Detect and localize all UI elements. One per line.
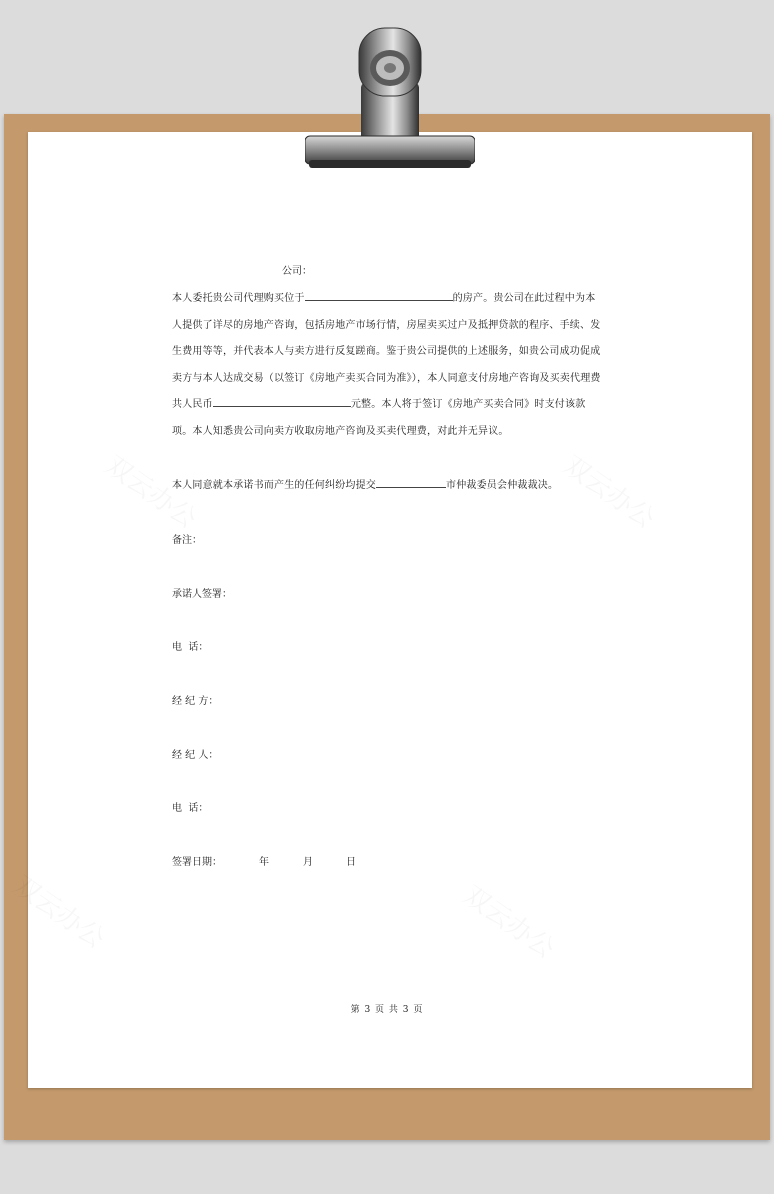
watermark-4	[457, 876, 563, 966]
phone-label-2: 电 话：	[172, 803, 209, 814]
paragraph-2	[172, 473, 602, 500]
addressee-line: 公司：	[282, 266, 312, 277]
agency-label: 经 纪 方：	[172, 696, 219, 707]
year-label: 年	[259, 857, 269, 868]
day-label: 日	[346, 857, 356, 868]
month-label: 月	[303, 857, 313, 868]
remarks-label: 备注：	[172, 535, 202, 546]
paragraph-1-part-1: 本人委托贵公司代理购买位于	[172, 293, 305, 304]
paragraph-1	[172, 286, 602, 445]
page-footer: 第 3 页 共 3 页	[350, 1005, 424, 1015]
property-location-blank[interactable]	[305, 288, 453, 301]
paragraph-2-part-1: 本人同意就本承诺书而产生的任何纠纷均提交	[172, 480, 376, 491]
document-page	[28, 132, 752, 1088]
paragraph-1-part-2: 的房产。贵公司在此过程中为本人提供了详尽的房地产咨询，包括房地产市场行情，房屋卖买过户及抵押贷款的程序、手续、发生费用等等，并代表本人与卖方进行反复蹉商。鉴于贵公司提供的上述服务，如贵公司成功促成卖方与本人达成交易（以签订《房地产卖买合同为准》），本人同意支付房地产咨询及买卖代理费共人民币	[172, 293, 601, 410]
agent-label: 经 纪 人：	[172, 750, 219, 761]
promisor-signature-label: 承诺人签署：	[172, 589, 232, 600]
paragraph-1-part-3: 元整。本人将于签订《房地产买卖合同》时支付该款项。本人知悉贵公司向卖方收取房地产咨询及买卖代理费，对此并无异议。	[172, 399, 586, 437]
phone-label-1: 电 话：	[172, 642, 209, 653]
signing-date-label: 签署日期：	[172, 857, 222, 868]
arbitration-city-blank[interactable]	[376, 475, 446, 488]
binder-clip-icon	[305, 24, 475, 176]
fee-amount-blank[interactable]	[213, 394, 351, 407]
paragraph-2-part-2: 市仲裁委员会仲裁裁决。	[446, 480, 559, 491]
